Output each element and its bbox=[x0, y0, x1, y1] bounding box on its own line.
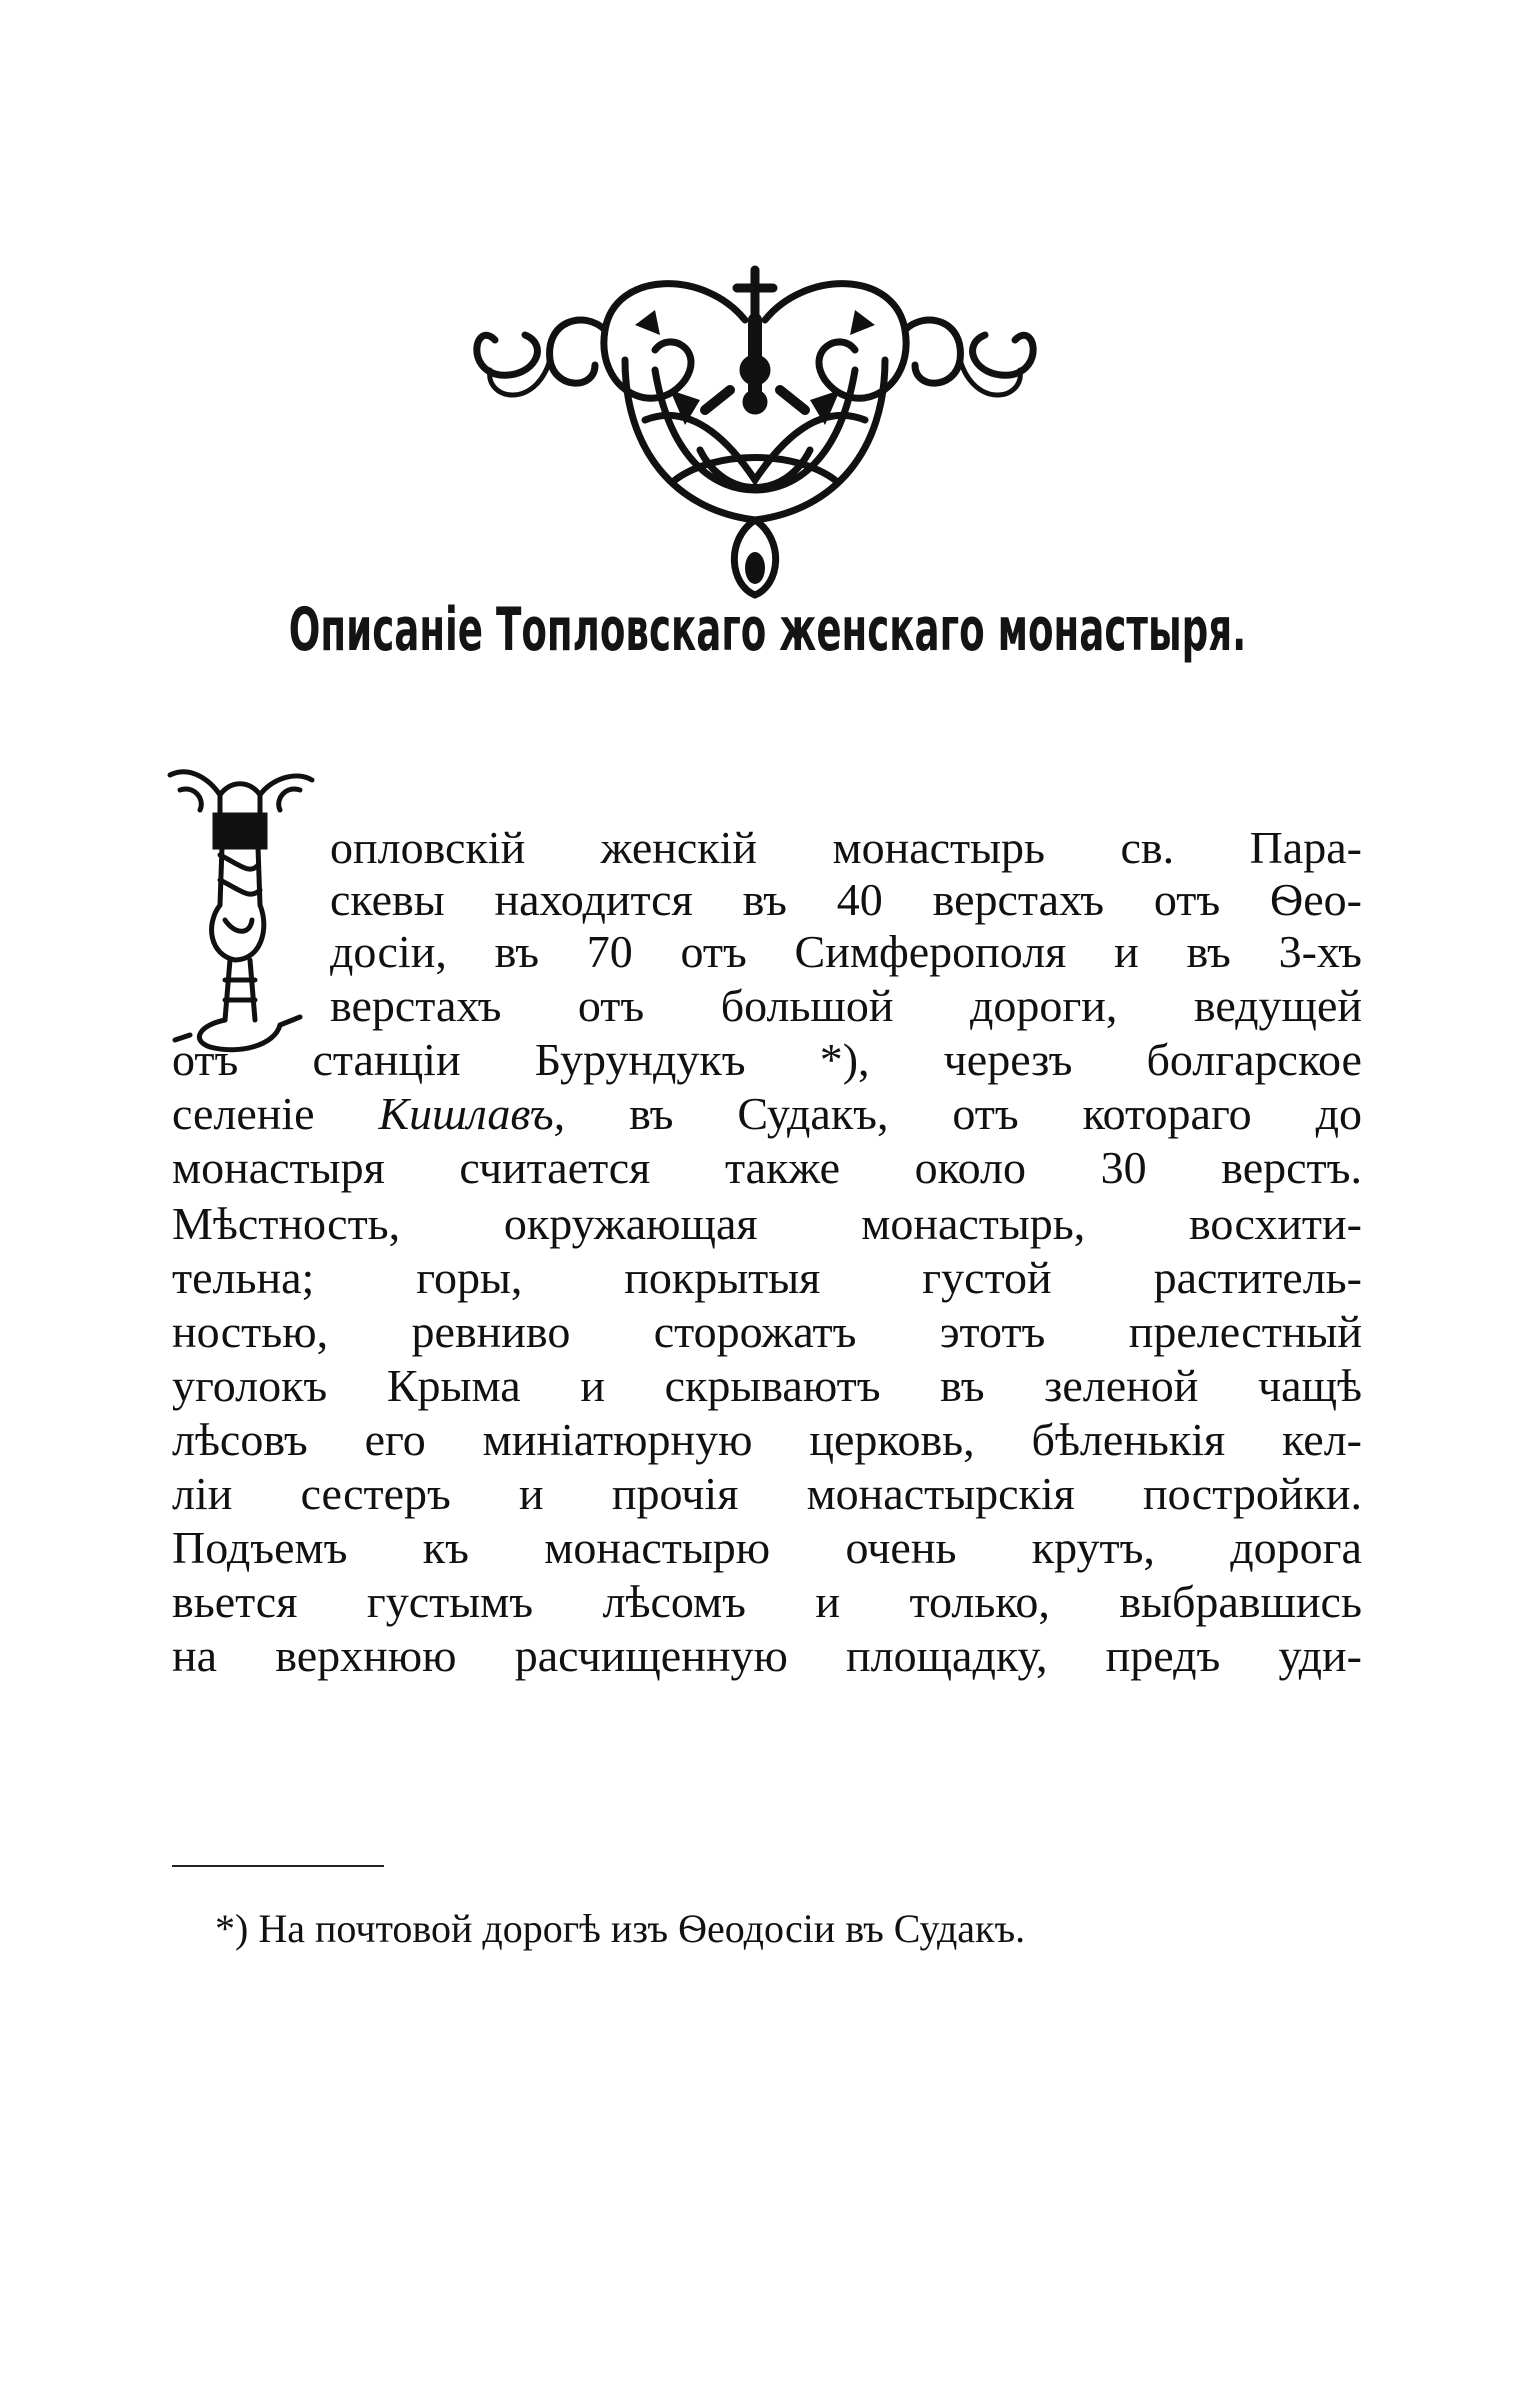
word: Крыма bbox=[386, 1360, 521, 1411]
word: верстахъ bbox=[932, 874, 1105, 925]
text-line bbox=[172, 1199, 1362, 1249]
word: 3-хъ bbox=[1278, 926, 1362, 977]
word: постройки. bbox=[1143, 1468, 1362, 1519]
word: окружающая bbox=[503, 1198, 758, 1249]
footnote bbox=[215, 1905, 1260, 1953]
word: отъ bbox=[1153, 874, 1221, 925]
word: предъ bbox=[1105, 1630, 1221, 1681]
word: его bbox=[364, 1414, 426, 1465]
text-line bbox=[172, 1307, 1362, 1357]
word: восхити- bbox=[1188, 1198, 1362, 1249]
word: находится bbox=[494, 874, 693, 925]
word: крутъ, bbox=[1031, 1522, 1155, 1573]
word: болгарское bbox=[1146, 1034, 1362, 1085]
word: верстахъ bbox=[330, 980, 502, 1031]
text-line bbox=[172, 1415, 1362, 1465]
word: очень bbox=[845, 1522, 957, 1573]
word: около bbox=[914, 1142, 1027, 1193]
word: расчищенную bbox=[514, 1630, 788, 1681]
word: раститель- bbox=[1153, 1252, 1362, 1303]
word: дороги, bbox=[969, 980, 1118, 1031]
word: селеніе bbox=[172, 1088, 315, 1139]
word: монастырю bbox=[544, 1522, 771, 1573]
word: также bbox=[724, 1142, 841, 1193]
word: большой bbox=[720, 980, 894, 1031]
word: отъ bbox=[577, 980, 645, 1031]
text-line bbox=[330, 823, 1362, 873]
word: прочія bbox=[611, 1468, 739, 1519]
word: женскій bbox=[600, 822, 758, 873]
word: уголокъ bbox=[172, 1360, 328, 1411]
word: только, bbox=[909, 1576, 1050, 1627]
word: миніатюрную bbox=[482, 1414, 753, 1465]
word: верхнюю bbox=[275, 1630, 457, 1681]
word: и bbox=[519, 1468, 544, 1519]
word: до bbox=[1315, 1088, 1362, 1139]
text-line bbox=[330, 875, 1362, 925]
text-line bbox=[172, 1089, 1362, 1139]
word: Судакъ, bbox=[737, 1088, 889, 1139]
word: Мѣстность, bbox=[172, 1198, 401, 1249]
ornament-headpiece-icon bbox=[455, 250, 1055, 605]
word: св. bbox=[1120, 822, 1175, 873]
word: въ bbox=[629, 1088, 674, 1139]
word: и bbox=[815, 1576, 841, 1627]
word: монастырь, bbox=[861, 1198, 1086, 1249]
word: лѣсомъ bbox=[602, 1576, 746, 1627]
word: покрытыя bbox=[624, 1252, 821, 1303]
word: этотъ bbox=[939, 1306, 1046, 1357]
footnote-divider bbox=[172, 1865, 384, 1867]
word: считается bbox=[459, 1142, 651, 1193]
word: ведущей bbox=[1193, 980, 1362, 1031]
word: выбравшись bbox=[1119, 1576, 1362, 1627]
text-line bbox=[172, 1143, 1362, 1193]
word: станціи bbox=[312, 1034, 461, 1085]
word: лѣсовъ bbox=[172, 1414, 308, 1465]
text-line bbox=[330, 981, 1362, 1031]
word: Подъемъ bbox=[172, 1522, 348, 1573]
word: въ bbox=[494, 926, 539, 977]
word: отъ bbox=[680, 926, 747, 977]
word: черезъ bbox=[943, 1034, 1073, 1085]
text-line bbox=[172, 1035, 1362, 1085]
text-line bbox=[172, 1361, 1362, 1411]
word: прелестный bbox=[1128, 1306, 1362, 1357]
word: верстъ. bbox=[1221, 1142, 1362, 1193]
word: ревниво bbox=[411, 1306, 571, 1357]
word: скевы bbox=[330, 874, 445, 925]
word: и bbox=[1114, 926, 1139, 977]
word: площадку, bbox=[846, 1630, 1048, 1681]
word: дорога bbox=[1230, 1522, 1362, 1573]
word: Симферополя bbox=[794, 926, 1067, 977]
word: кел- bbox=[1282, 1414, 1362, 1465]
word: и bbox=[580, 1360, 605, 1411]
word: ліи bbox=[172, 1468, 233, 1519]
word: опловскій bbox=[330, 822, 526, 873]
word: котораго bbox=[1082, 1088, 1252, 1139]
word: *), bbox=[819, 1034, 870, 1085]
word: густымъ bbox=[366, 1576, 534, 1627]
footnote-text: *) На почтовой дорогѣ изъ Ѳеодосіи въ Судакъ. bbox=[215, 1906, 1026, 1951]
word: горы, bbox=[416, 1252, 523, 1303]
word: къ bbox=[422, 1522, 469, 1573]
word: досіи, bbox=[330, 926, 447, 977]
word: въ bbox=[940, 1360, 985, 1411]
word: церковь, bbox=[809, 1414, 975, 1465]
word: 40 bbox=[836, 874, 883, 925]
word: ностью, bbox=[172, 1306, 329, 1357]
word: вьется bbox=[172, 1576, 298, 1627]
word: густой bbox=[922, 1252, 1052, 1303]
word: монастырь bbox=[832, 822, 1046, 873]
word: отъ bbox=[172, 1034, 239, 1085]
word: отъ bbox=[952, 1088, 1019, 1139]
word: Ѳео- bbox=[1270, 874, 1362, 925]
text-line bbox=[172, 1577, 1362, 1627]
word: сторожатъ bbox=[653, 1306, 857, 1357]
word: Бурундукъ bbox=[534, 1034, 746, 1085]
word: зеленой bbox=[1044, 1360, 1199, 1411]
text-line bbox=[172, 1631, 1362, 1681]
text-line bbox=[172, 1253, 1362, 1303]
text-line bbox=[330, 927, 1362, 977]
text-line bbox=[172, 1523, 1362, 1573]
page-title: Описаніе Топловскаго женскаго монастыря. bbox=[288, 595, 1247, 665]
word: скрываютъ bbox=[664, 1360, 881, 1411]
word: бѣленькія bbox=[1031, 1414, 1226, 1465]
word: 30 bbox=[1100, 1142, 1147, 1193]
word: на bbox=[172, 1630, 218, 1681]
text-line bbox=[172, 1469, 1362, 1519]
word: уди- bbox=[1278, 1630, 1362, 1681]
word: монастыря bbox=[172, 1142, 385, 1193]
word: въ bbox=[742, 874, 787, 925]
word: Пара- bbox=[1249, 822, 1362, 873]
word: въ bbox=[1186, 926, 1231, 977]
word: 70 bbox=[586, 926, 633, 977]
word: чащѣ bbox=[1258, 1360, 1362, 1411]
word: Кишлавъ, bbox=[378, 1088, 566, 1139]
word: сестеръ bbox=[300, 1468, 451, 1519]
word: тельна; bbox=[172, 1252, 315, 1303]
dropcap-letter-t-icon bbox=[160, 755, 320, 1065]
word: монастырскія bbox=[806, 1468, 1075, 1519]
